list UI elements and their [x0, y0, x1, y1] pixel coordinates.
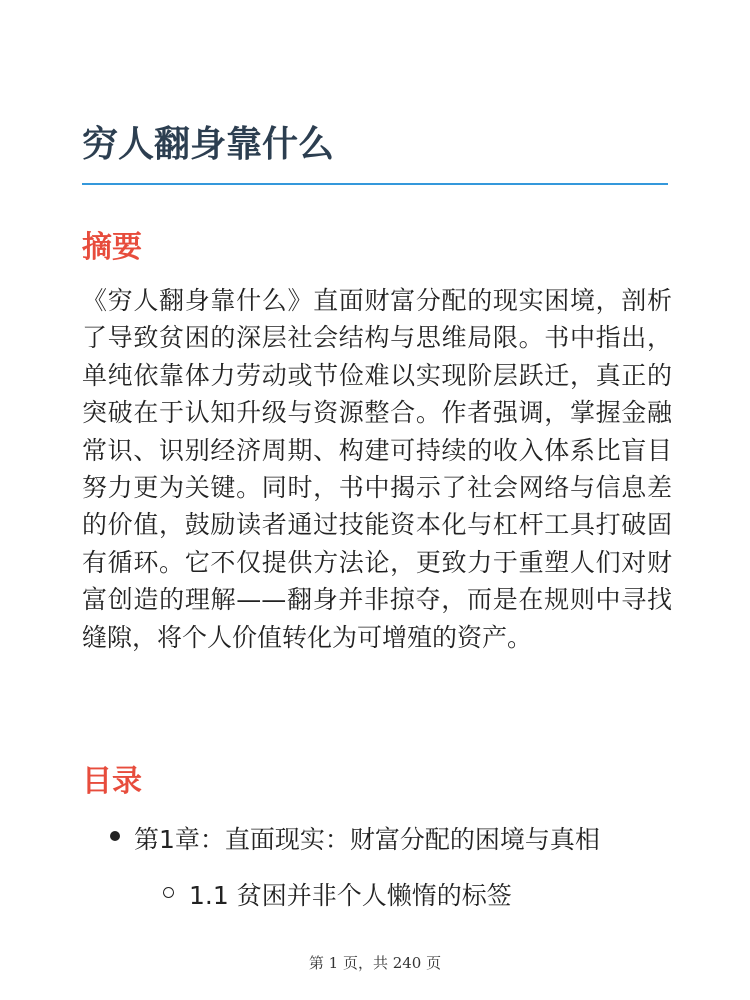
summary-heading: 摘要	[82, 230, 142, 265]
page-footer: 第 1 页，共 240 页	[308, 954, 442, 972]
summary-paragraph: 《穷人翻身靠什么》直面财富分配的现实困境，剖析了导致贫困的深层社会结构与思维局限。书中指出，单纯依靠体力劳动或节俭难以实现阶层跃迁，真正的突破在于认知升级与资源整合。作者强调，掌握金融常识、识别经济周期、构建可持续的收入体系比盲目努力更为关键。同时，书中揭示了社会网络与信息差的价值，鼓励读者通过技能资本化与杠杆工具打破固有循环。它不仅提供方法论，更致力于重塑人们对财富创造的理解——翻身并非掠夺，而是在规则中寻找缝隙，将个人价值转化为可增殖的资产。	[82, 286, 672, 652]
bullet-disc-icon	[110, 831, 120, 841]
title-divider	[82, 183, 668, 185]
document-title: 穷人翻身靠什么	[82, 124, 335, 165]
toc-heading: 目录	[82, 764, 142, 799]
toc-chapter-1[interactable]: 第1章：直面现实：财富分配的困境与真相	[134, 825, 600, 854]
toc-section-1-1[interactable]: 1.1 贫困并非个人懒惰的标签	[189, 881, 512, 910]
bullet-circle-icon	[163, 887, 174, 898]
